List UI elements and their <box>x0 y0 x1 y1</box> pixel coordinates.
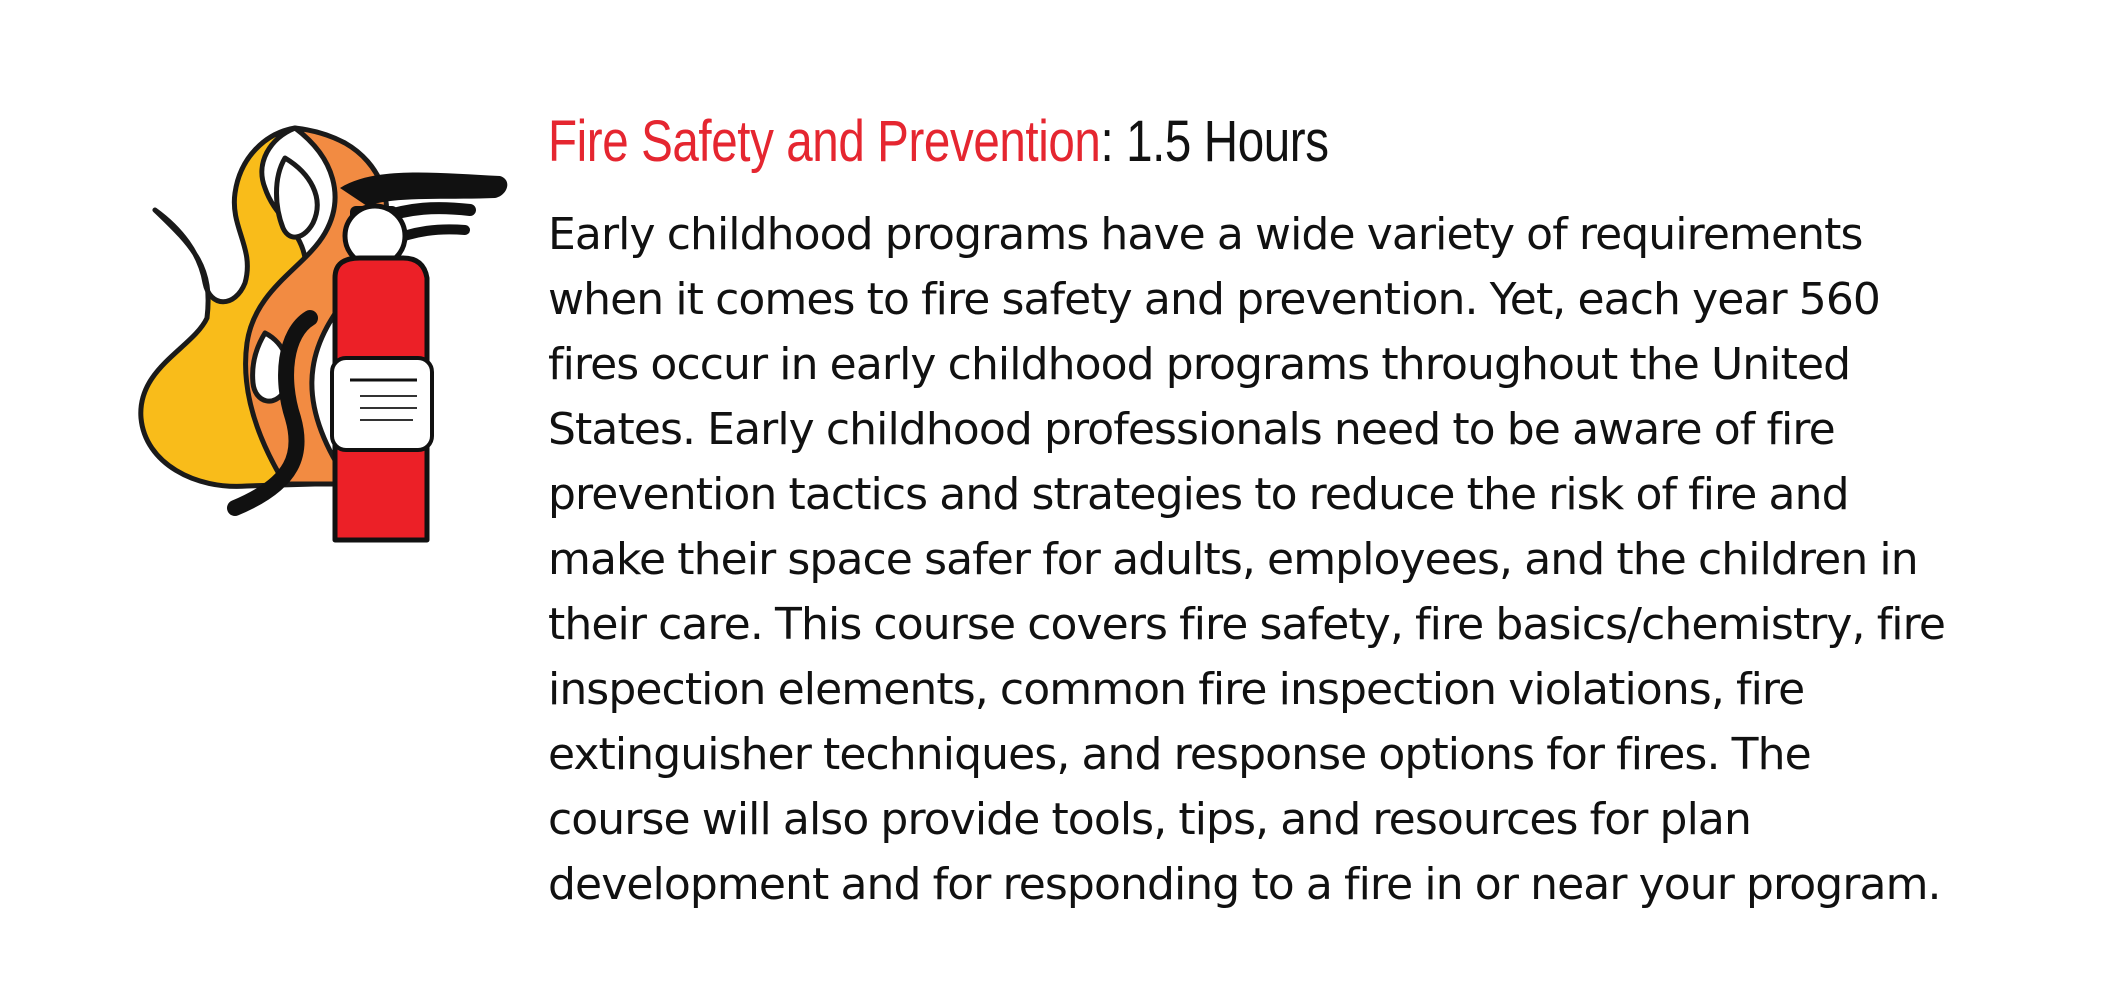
summary-line: extinguisher techniques, and response options for fires. The <box>548 729 1811 780</box>
course-title <box>548 104 1803 180</box>
course-duration: 1.5 Hours <box>1126 109 1329 174</box>
summary-line: make their space safer for adults, employees, and the children in <box>548 534 1918 585</box>
summary-line: prevention tactics and strategies to reduce the risk of fire and <box>548 469 1849 520</box>
summary-line: States. Early childhood professionals need to be aware of fire <box>548 404 1835 455</box>
fire-safety-illustration <box>135 118 520 558</box>
summary-line: when it comes to fire safety and prevention. Yet, each year 560 <box>548 274 1881 325</box>
summary-line: development and for responding to a fire in or near your program. <box>548 859 1941 910</box>
course-topic: Fire Safety and Prevention <box>548 109 1101 174</box>
course-summary <box>548 202 2078 917</box>
summary-line: Early childhood programs have a wide variety of requirements <box>548 209 1863 260</box>
title-separator: : <box>1100 109 1114 174</box>
summary-line: course will also provide tools, tips, and resources for plan <box>548 794 1751 845</box>
course-description <box>548 104 2078 917</box>
summary-line: inspection elements, common fire inspection violations, fire <box>548 664 1805 715</box>
summary-line: fires occur in early childhood programs throughout the United <box>548 339 1851 390</box>
summary-line: their care. This course covers fire safety, fire basics/chemistry, fire <box>548 599 1946 650</box>
